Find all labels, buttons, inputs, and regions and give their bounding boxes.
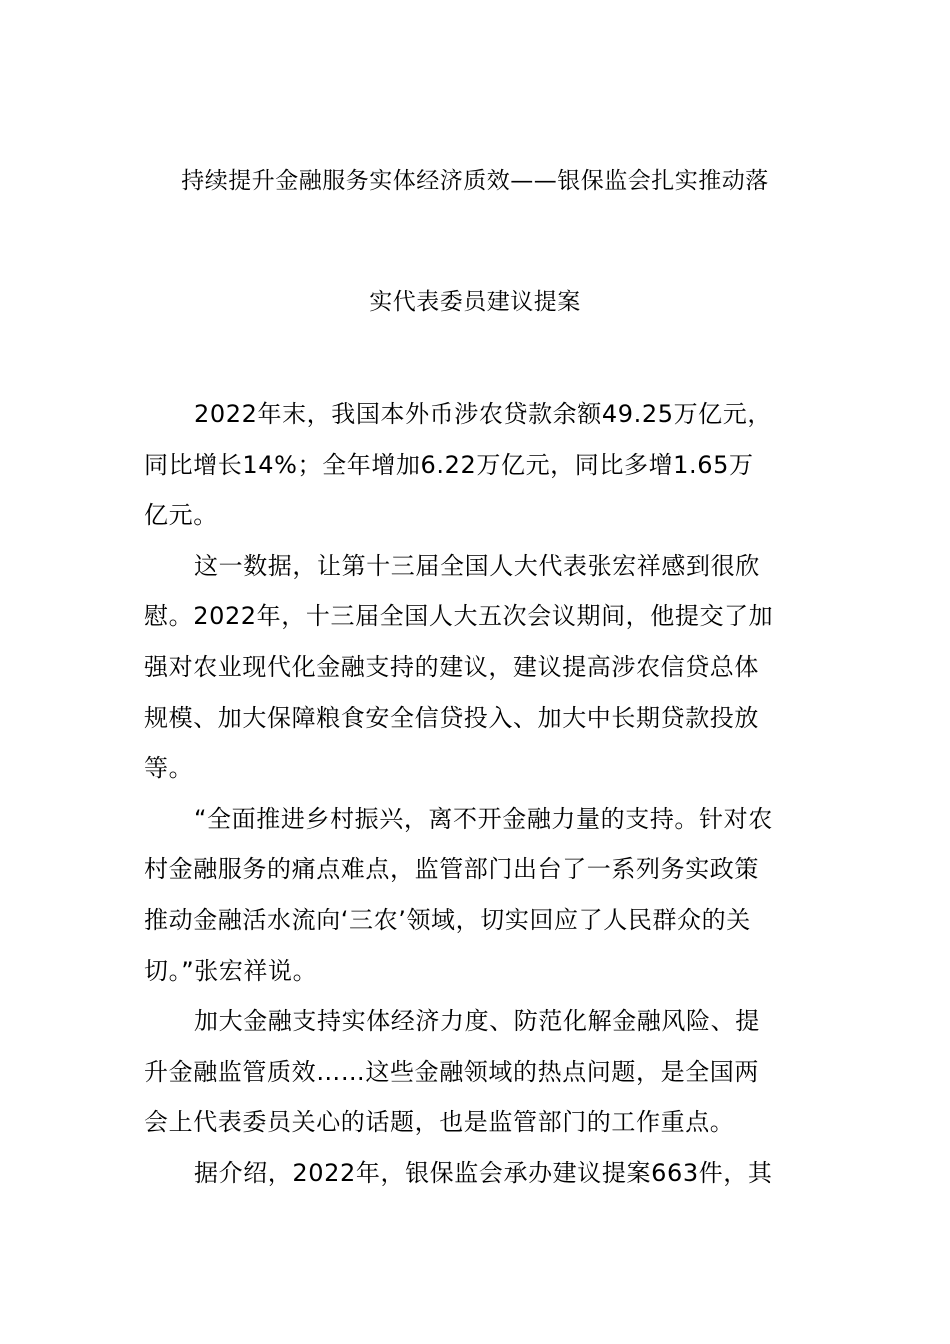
paragraph-line: 切。”张宏祥说。 xyxy=(144,956,318,985)
paragraph-line: 同比增长14%；全年增加6.22万亿元，同比多增1.65万 xyxy=(144,450,754,479)
paragraph-line: 据介绍，2022年，银保监会承办建议提案663件，其 xyxy=(194,1158,773,1187)
paragraph-line: 慰。2022年，十三届全国人大五次会议期间，他提交了加 xyxy=(144,602,774,631)
paragraph-line: 加大金融支持实体经济力度、防范化解金融风险、提 xyxy=(194,1007,760,1036)
paragraph-line: 会上代表委员关心的话题，也是监管部门的工作重点。 xyxy=(144,1108,735,1137)
paragraph-line: “全面推进乡村振兴，离不开金融力量的支持。针对农 xyxy=(194,804,773,833)
document-title-line-1: 持续提升金融服务实体经济质效——银保监会扎实推动落 xyxy=(181,168,769,194)
paragraph-line: 升金融监管质效……这些金融领域的热点问题，是全国两 xyxy=(144,1057,759,1086)
paragraph-line: 这一数据，让第十三届全国人大代表张宏祥感到很欣 xyxy=(194,551,760,580)
paragraph-line: 规模、加大保障粮食安全信贷投入、加大中长期贷款投放 xyxy=(144,703,759,732)
paragraph-line: 等。 xyxy=(144,754,194,783)
paragraph-line: 2022年末，我国本外币涉农贷款余额49.25万亿元， xyxy=(194,400,772,428)
document-title-line-2: 实代表委员建议提案 xyxy=(369,289,581,315)
document-body xyxy=(144,396,808,1206)
paragraph-line: 亿元。 xyxy=(144,501,218,530)
paragraph-line: 村金融服务的痛点难点，监管部门出台了一系列务实政策 xyxy=(144,855,759,884)
paragraph-line: 强对农业现代化金融支持的建议，建议提高涉农信贷总体 xyxy=(144,652,759,681)
paragraph-line: 推动金融活水流向‘三农’领域，切实回应了人民群众的关 xyxy=(144,905,751,934)
